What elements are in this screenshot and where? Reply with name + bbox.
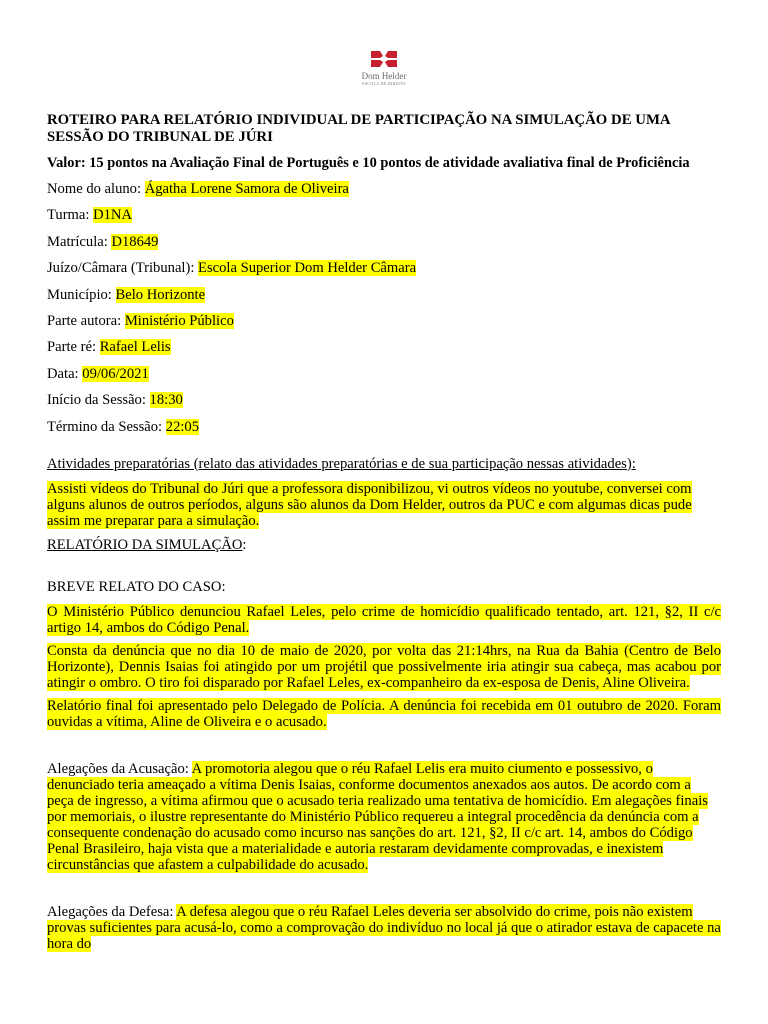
document-title: ROTEIRO PARA RELATÓRIO INDIVIDUAL DE PARTICIPAÇÃO NA SIMULAÇÃO DE UMA SESSÃO DO TRIBUNAL DE JÚRI xyxy=(47,112,670,145)
field-municipio xyxy=(47,287,721,304)
relatorio-heading xyxy=(47,537,721,553)
field-value: D1NA xyxy=(93,207,133,224)
defesa-text: A defesa alegou que o réu Rafael Leles deveria ser absolvido do crime, pois não existem provas suficientes para acusá-lo, como a comprovação do indivíduo no local já que o atirador estava de capacete na hora do xyxy=(47,903,721,952)
caso-paragraph-highlight: O Ministério Público denunciou Rafael Leles, pelo crime de homicídio qualificado tentado, art. 121, §2, II c/c artigo 14, ambos do Código Penal. xyxy=(47,603,721,636)
field-label: Parte ré: xyxy=(47,339,100,356)
dom-helder-logo-icon xyxy=(371,50,397,68)
field-value: 18:30 xyxy=(149,392,183,409)
field-matricula xyxy=(47,234,721,251)
relatorio-heading-colon: : xyxy=(242,536,247,553)
field-data xyxy=(47,366,721,383)
field-label: Turma: xyxy=(47,207,94,224)
field-parte-autora xyxy=(47,313,721,330)
field-value: Belo Horizonte xyxy=(115,286,206,303)
atividades-text xyxy=(47,481,721,529)
acusacao-paragraph xyxy=(47,761,721,873)
valor-line: Valor: 15 pontos na Avaliação Final de Português e 10 pontos de atividade avaliativa final de Proficiência xyxy=(47,155,690,171)
field-value: 09/06/2021 xyxy=(82,365,149,382)
caso-paragraph xyxy=(47,643,721,691)
caso-paragraph xyxy=(47,698,721,730)
caso-heading: BREVE RELATO DO CASO: xyxy=(47,578,226,595)
caso-paragraph-highlight: Relatório final foi apresentado pelo Delegado de Polícia. A denúncia foi recebida em 01 outubro de 2020. Foram ouvidas a vítima, Aline de Oliveira e o acusado. xyxy=(47,697,721,730)
acusacao-text: A promotoria alegou que o réu Rafael Lelis era muito ciumento e possessivo, o denunciado teria ameaçado a vítima Denis Isaias, conforme documentos anexados aos autos. De acordo com a peça de ingresso, a vítima afirmou que o acusado teria realizado uma tentativa de homicídio. Em alegações finais por memoriais, o ilustre representante do Ministério Público requereu a integral procedência da denúncia com a consequente condenação do acusado como incurso nas sanções do art. 121, §2, II c/c art. 14, ambos do Código Penal Brasileiro, haja vista que a materialidade e autoria restaram devidamente comprovadas, e inexistem circunstâncias que afastem a culpabilidade do acusado. xyxy=(47,760,708,873)
field-label: Início da Sessão: xyxy=(47,392,150,409)
defesa-paragraph xyxy=(47,904,721,952)
field-value: Rafael Lelis xyxy=(99,339,171,356)
acusacao-label: Alegações da Acusação: xyxy=(47,760,192,777)
dom-helder-logo xyxy=(351,44,417,102)
atividades-heading: Atividades preparatórias (relato das atividades preparatórias e de sua participação nessas atividades): xyxy=(47,455,636,472)
field-value: Escola Superior Dom Helder Câmara xyxy=(198,260,417,277)
field-label: Término da Sessão: xyxy=(47,418,166,435)
caso-paragraph-highlight: Consta da denúncia que no dia 10 de maio de 2020, por volta das 21:14hrs, na Rua da Bahia (Centro de Belo Horizonte), Dennis Isaias foi atingido por um projétil que possivelmente iria atingir sua cabeça, mas acabou por atingir o ombro. O tiro foi disparado por Rafael Leles, ex-companheiro da ex-esposa de Denis, Aline Oliveira. xyxy=(47,642,721,691)
field-nome-aluno xyxy=(47,181,721,198)
field-termino-sessao xyxy=(47,419,721,436)
relatorio-heading-text: RELATÓRIO DA SIMULAÇÃO xyxy=(47,536,243,553)
field-label: Nome do aluno: xyxy=(47,181,145,197)
field-turma xyxy=(47,207,721,224)
field-juizo-camara xyxy=(47,260,721,277)
field-parte-re xyxy=(47,339,721,356)
field-value: 22:05 xyxy=(165,418,200,435)
field-label: Matrícula: xyxy=(47,233,112,250)
field-label: Data: xyxy=(47,365,83,382)
field-value: D18649 xyxy=(111,233,159,250)
field-label: Juízo/Câmara (Tribunal): xyxy=(47,260,199,277)
document-body xyxy=(47,112,721,952)
logo-subtitle: ESCOLA DE DIREITO xyxy=(362,81,406,86)
field-value: Ágatha Lorene Samora de Oliveira xyxy=(144,181,349,197)
field-value: Ministério Público xyxy=(124,312,234,329)
field-label: Parte autora: xyxy=(47,312,125,329)
caso-paragraph xyxy=(47,604,721,636)
defesa-label: Alegações da Defesa: xyxy=(47,903,177,920)
field-inicio-sessao xyxy=(47,392,721,409)
logo-name: Dom Helder xyxy=(361,71,407,81)
field-label: Município: xyxy=(47,286,116,303)
atividades-text-highlight: Assisti vídeos do Tribunal do Júri que a professora disponibilizou, vi outros vídeos no youtube, conversei com alguns alunos de outros períodos, alguns são alunos da Dom Helder, outros da PUC e com algumas dicas pude assim me preparar para a simulação. xyxy=(47,480,692,529)
